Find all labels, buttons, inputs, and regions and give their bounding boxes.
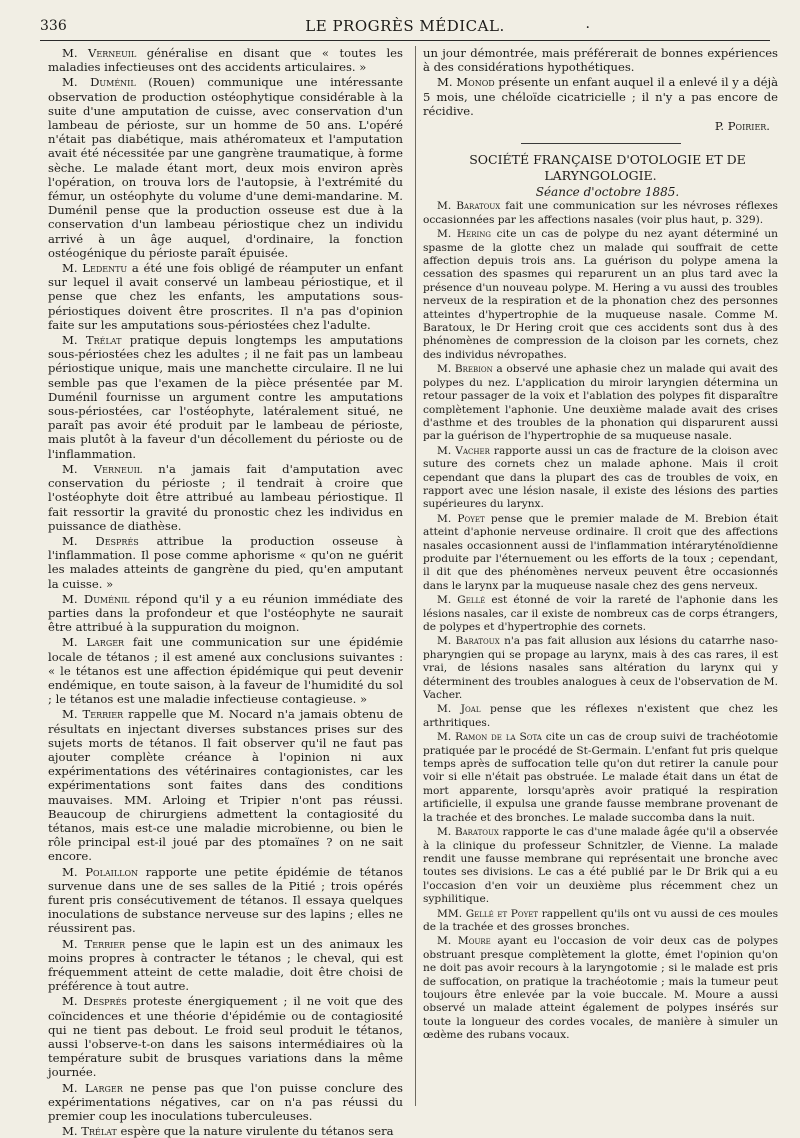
column-divider bbox=[415, 46, 416, 1106]
speaker-name: M. Baratoux bbox=[437, 200, 501, 213]
paragraph-text: cite un cas de polype du nez ayant déterminé un spasme de la glotte chez un malade qui souffrait de cette affection depuis trois ans. La guérison du polype amena la cessation des spasmes qui reparurent un an plus tard avec la présence d'un nouveau polype. M. Hering a vu aussi des troubles nerveux de la respiration et de la phonation chez des personnes atteintes d'hypertrophie de la muqueuse nasale. Comme M. Baratoux, le Dr Hering croit que ces accidents sont dus à des phénomènes de compression de la cloison par les cornets, chez des individus névropathes. bbox=[423, 228, 778, 361]
paragraph-text: fait une communication sur les névroses réflexes occasionnées par les affections nasales (voir plus haut, p. 329). bbox=[423, 200, 778, 226]
paragraph bbox=[423, 46, 778, 74]
paragraph-text: espère que la nature virulente du tétanos sera bbox=[116, 1124, 394, 1138]
speaker-name: MM. Gellé et Poyet bbox=[437, 907, 539, 920]
paragraph bbox=[48, 635, 403, 706]
section-rule bbox=[521, 143, 681, 144]
left-column bbox=[48, 46, 404, 1138]
paragraph bbox=[48, 46, 403, 74]
running-title: LE PROGRÈS MÉDICAL. bbox=[305, 17, 505, 35]
speaker-name: M. Després bbox=[62, 533, 139, 548]
paragraph bbox=[423, 731, 778, 825]
paragraph bbox=[48, 865, 403, 936]
speaker-name: M. Poyet bbox=[437, 512, 485, 525]
paragraph bbox=[48, 707, 403, 863]
speaker-name: M. Baratoux bbox=[437, 826, 499, 839]
paragraph-text: n'a pas fait allusion aux lésions du catarrhe naso-pharyngien qui se propage au larynx, mais à des cas rares, il est vrai, de lésions nasales sans altération du larynx qui y déterminent des troubles analogues à ceux de l'observation de M. Vacher. bbox=[423, 635, 778, 702]
paragraph bbox=[48, 1081, 403, 1124]
speaker-name: M. Duménil bbox=[62, 75, 136, 90]
paragraph bbox=[48, 534, 403, 591]
right-column-body bbox=[423, 200, 778, 1042]
paragraph-text: ne pense pas que l'on puisse conclure des expérimentations négatives, car on n'a pas réussi du premier coup les inoculations tuberculeuses. bbox=[48, 1080, 403, 1124]
speaker-name: M. Brebion bbox=[437, 363, 493, 376]
paragraph-text: rappellent qu'ils ont vu aussi de ces moules de la trachée et des grosses bronches. bbox=[423, 907, 778, 933]
paragraph-text: a observé une aphasie chez un malade qui avait des polypes du nez. L'application du miroir laryngien détermina un retour passager de la voix et l'ablation des polypes fit disparaître complètement l'aphonie. Une deuxième malade avait des crises d'asthme et des troubles de la phonation qui disparurent aussi par la guérison de l'hypertrophie de sa muqueuse nasale. bbox=[423, 363, 778, 443]
paragraph-text: ayant eu l'occasion de voir deux cas de polypes obstruant presque complètement la glotte, émet l'opinion qu'on ne doit pas avoir recours à la laryngotomie ; si le malade est pris de suffocation, on pratique la trachéotomie ; mais la tumeur peut toujours être enlevée par la voie buccale. M. Moure a aussi observé un malade atteint également de polypes insérés sur toute la longueur des cordes vocales, de manière à simuler un œdème des rubans vocaux. bbox=[423, 935, 779, 1042]
speaker-name: M. Larger bbox=[62, 635, 125, 650]
paragraph-text: est étonné de voir la rareté de l'aphonie dans les lésions nasales, car il existe de nombreux cas de corps étrangers, de polypes et d'hypertrophie des cornets. bbox=[423, 594, 779, 634]
speaker-name: M. Vacher bbox=[437, 444, 490, 457]
paragraph bbox=[423, 363, 778, 443]
paragraph-text: généralise en disant que « toutes les maladies infectieuses ont des accidents articulaires. » bbox=[48, 46, 403, 75]
right-column-top bbox=[423, 46, 778, 118]
paragraph bbox=[423, 908, 778, 935]
speaker-name: M. Terrier bbox=[62, 707, 124, 722]
paragraph-text: rapporte aussi un cas de fracture de la cloison avec suture des cornets chez un malade aphone. Mais il croit cependant que dans la plupart des cas de troubles de voix, en rapport avec une lésion nasale, il existe des lésions des parties supérieures du larynx. bbox=[423, 444, 778, 511]
page-header bbox=[40, 14, 770, 41]
paragraph-text: rapporte le cas d'une malade âgée qu'il a observée à la clinique du professeur Schnitzler, de Vienne. La malade rendit une fausse membrane qui représentait une bronche avec toutes ses divisions. Le cas a été publié par le Dr Brik qui a eu l'occasion d'en voir un deuxième plus récemment chez un syphilitique. bbox=[423, 826, 779, 906]
paragraph bbox=[48, 1124, 403, 1138]
speaker-name: M. Trélat bbox=[62, 333, 122, 348]
paragraph bbox=[48, 994, 403, 1079]
speaker-name: M. Terrier bbox=[62, 936, 126, 951]
right-column bbox=[423, 46, 778, 1108]
paragraph bbox=[48, 261, 403, 332]
paragraph bbox=[423, 703, 778, 730]
speaker-name: M. Gellé bbox=[437, 594, 486, 607]
speaker-name: M. Baratoux bbox=[437, 635, 500, 648]
signature: P. Poirier. bbox=[714, 119, 770, 134]
paragraph bbox=[48, 592, 403, 635]
paragraph-text: un jour démontrée, mais préférerait de bonnes expériences à des considérations hypothétiques. bbox=[423, 46, 778, 75]
paragraph bbox=[423, 445, 778, 512]
paragraph-text: pense que le lapin est un des animaux les moins propres à contracter le tétanos ; le cheval, qui est fréquemment atteint de cette maladie, doit être choisi de préférence à tout autre. bbox=[48, 936, 403, 994]
paragraph-text: n'a jamais fait d'amputation avec conservation du périoste ; il tendrait à croire que l'ostéophyte doit être attribué au lambeau périostique. Il fait ressortir la gravité du pronostic chez les individus en puissance de diathèse. bbox=[48, 461, 403, 533]
paragraph bbox=[48, 462, 403, 533]
paragraph bbox=[48, 75, 403, 260]
speaker-name: M. Hering bbox=[437, 228, 491, 241]
paragraph bbox=[423, 228, 778, 362]
paragraph-text: pense que les réflexes n'existent que chez les arthritiques. bbox=[423, 703, 778, 729]
paragraph-text: a été une fois obligé de réamputer un enfant sur lequel il avait conservé un lambeau périostique, et il pense que chez les enfants, les amputations sous-périostiques doivent être proscrites. Il n'a pas d'opinion faite sur les amputations sous-périostées chez l'adulte. bbox=[48, 261, 403, 332]
paragraph-text: pense que le premier malade de M. Brebion était atteint d'aphonie nerveuse ordinaire. Il croit que des affections nasales occasionnent aussi de l'inflammation intéraryténoïdienne produite par l'éternuement ou les efforts de la toux ; cependant, il dit que des phénomènes nerveux peuvent être occasionnés dans le larynx par la muqueuse nasale chez des gens nerveux. bbox=[423, 512, 778, 592]
paragraph-text: fait une communication sur une épidémie locale de tétanos ; il est amené aux conclusions suivantes : « le tétanos est une affection épidémique qui peut devenir endémique, en toute saison, à la faveur de l'humidité du sol ; le tétanos est une maladie infectieuse contagieuse. » bbox=[48, 635, 404, 707]
speaker-name: M. Duménil bbox=[62, 591, 130, 606]
section-date: Séance d'octobre 1885. bbox=[535, 185, 680, 200]
speaker-name: M. Joal bbox=[437, 703, 481, 716]
paragraph-text: pratique depuis longtemps les amputations sous-périostées chez les adultes ; il ne fait pas un lambeau périostique unique, mais une manchette circulaire. Il ne lui semble pas que l'examen de la pièce présentée par M. Duménil fournisse un argument contre les amputations sous-périostées, car l'ostéophyte, latéralement situé, ne paraît pas avoir été produit par le lambeau de périoste, mais plutôt à la faveur d'un décollement du périoste ou de l'inflammation. bbox=[48, 333, 404, 461]
paragraph bbox=[423, 826, 778, 906]
speaker-name: M. Verneuil bbox=[62, 461, 143, 476]
paragraph-text: cite un cas de croup suivi de trachéotomie pratiquée par le procédé de St-Germain. L'enfant fut pris quelque temps après de suffocation telle qu'on dut retirer la canule pour voir si elle n'était pas obstruée. Le malade était dans un état de mort apparente, lorsqu'après avoir pratiqué la respiration artificielle, il expulsa une grande fausse membrane provenant de la trachée et des bronches. Le malade succomba dans la nuit. bbox=[423, 731, 778, 824]
paragraph bbox=[423, 513, 778, 593]
paragraph-text: attribue la production osseuse à l'inflammation. Il pose comme aphorisme « qu'on ne guérit les malades atteints de gangrène du pied, qu'en amputant la cuisse. » bbox=[48, 533, 403, 591]
paragraph bbox=[423, 594, 778, 634]
speaker-name: M. Larger bbox=[62, 1080, 123, 1095]
speaker-name: M. Polaillon bbox=[62, 864, 139, 879]
paragraph-text: (Rouen) communique une intéressante observation de production ostéophytique considérable à la suite d'une amputation de cuisse, avec conservation d'un lambeau de périoste, sur un homme de 50 ans. L'opéré n'était pas diabétique, mais athéromateux et l'amputation avait été nécessitée par une gangrène traumatique, à forme sèche. Le malade étant mort, deux mois environ après l'opération, on trouva lors de l'autopsie, à l'extrémité du fémur, un ostéophyte du volume d'une demi-mandarine. M. Duménil pense que la production osseuse est due à la conservation d'un lambeau périostique chez un individu arrivé à un âge auquel, d'ordinaire, la fonction ostéogénique du périoste paraît épuisée. bbox=[48, 75, 403, 260]
paragraph bbox=[423, 75, 778, 118]
paragraph-text: présente un enfant auquel il a enlevé il y a déjà 5 mois, une chéloïde cicatricielle ; il n'y a pas encore de récidive. bbox=[423, 75, 778, 118]
paragraph bbox=[48, 937, 403, 994]
header-mark: . bbox=[585, 16, 590, 32]
speaker-name: M. Monod bbox=[437, 75, 495, 90]
paragraph bbox=[423, 935, 778, 1042]
section-title: SOCIÉTÉ FRANÇAISE D'OTOLOGIE ET DE LARYNGOLOGIE. bbox=[469, 152, 746, 184]
paragraph-text: rappelle que M. Nocard n'a jamais obtenu de résultats en injectant diverses substances prises sur des sujets morts de tétanos. Il fait observer qu'il ne faut pas ajouter complète créance à l'opinion ni aux expérimentations des vétérinaires contagionistes, car les expérimentations sont faites dans des conditions mauvaises. MM. Arloing et Tripier n'ont pas réussi. Beaucoup de chirurgiens admettent la contagiosité du tétanos, mais est-ce une maladie microbienne, ou bien le rôle principal est-il joué par des ptomaïnes ? on ne sait encore. bbox=[48, 707, 403, 864]
speaker-name: M. Verneuil bbox=[62, 46, 137, 60]
paragraph bbox=[423, 200, 778, 227]
paragraph bbox=[423, 635, 778, 702]
page-number: 336 bbox=[40, 18, 67, 34]
paragraph-text: proteste énergiquement ; il ne voit que des coïncidences et une théorie d'épidémie ou de contagiosité qui ne tient pas debout. Le froid seul produit le tétanos, aussi l'observe-t-on dans les saisons intermédiaires où la température subit de brusques variations dans la même journée. bbox=[48, 994, 403, 1080]
speaker-name: M. Trélat bbox=[62, 1124, 117, 1138]
speaker-name: M. Ramon de la Sota bbox=[437, 731, 542, 744]
speaker-name: M. Ledentu bbox=[62, 261, 128, 276]
paragraph-text: répond qu'il y a eu réunion immédiate des parties dans la profondeur et que l'ostéophyte ne saurait être attribué à la suppuration du moignon. bbox=[48, 591, 403, 635]
paragraph-text: rapporte une petite épidémie de tétanos survenue dans une de ses salles de la Pitié ; trois opérés furent pris consécutivement de tétanos. Il essaya quelques inoculations de substance nerveuse sur des lapins ; elles ne réussirent pas. bbox=[48, 864, 403, 936]
paragraph bbox=[48, 333, 403, 461]
speaker-name: M. Moure bbox=[437, 935, 491, 948]
speaker-name: M. Després bbox=[62, 994, 127, 1009]
